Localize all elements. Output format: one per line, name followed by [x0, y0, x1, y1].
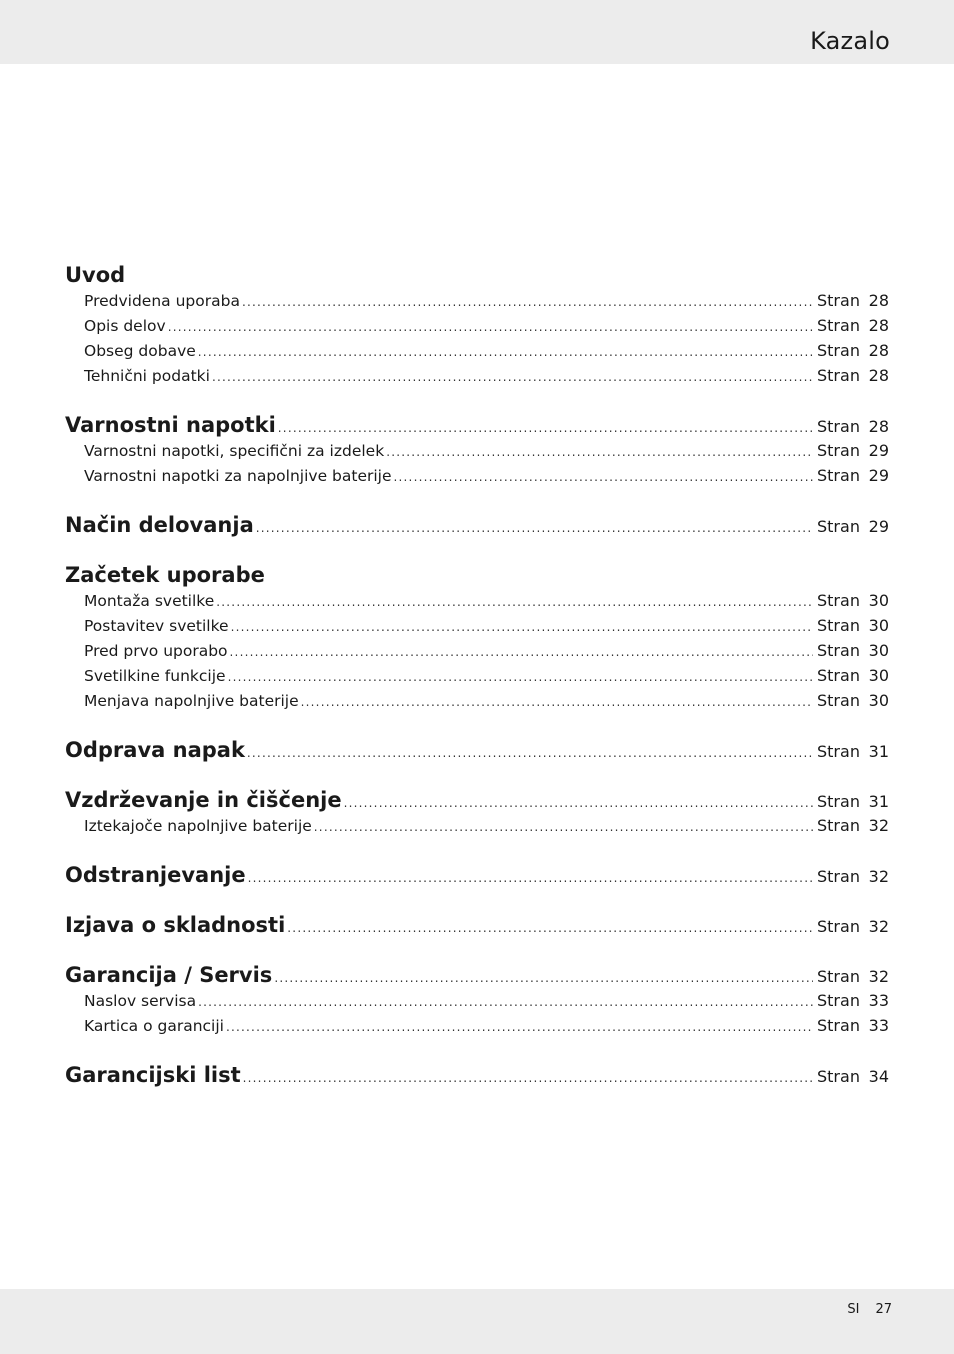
toc-section[interactable] [65, 562, 889, 588]
toc-subsection[interactable] [65, 363, 889, 388]
toc-page-number: 30 [868, 666, 889, 685]
toc-entry-label: Izjava o skladnosti [65, 913, 286, 937]
toc-section[interactable] [65, 787, 889, 813]
toc-page-ref [817, 414, 889, 440]
toc-leader-dots [226, 1015, 813, 1040]
toc-page-number: 33 [868, 991, 889, 1010]
toc-page-ref [817, 363, 889, 388]
toc-entry-label: Menjava napolnjive baterije [84, 692, 299, 710]
toc-subsection[interactable] [65, 638, 889, 663]
toc-subsection[interactable] [65, 688, 889, 713]
toc-page-number: 28 [868, 341, 889, 360]
toc-leader-dots [231, 615, 813, 640]
toc-page-ref [817, 338, 889, 363]
toc-leader-dots [228, 665, 813, 690]
toc-page-number: 30 [868, 616, 889, 635]
toc-page-word: Stran [817, 691, 860, 710]
toc-leader-dots [314, 815, 813, 840]
toc-page-ref [817, 688, 889, 713]
toc-leader-dots [168, 315, 813, 340]
toc-subsection[interactable] [65, 663, 889, 688]
toc-leader-dots [248, 865, 813, 891]
toc-page-ref [817, 789, 889, 815]
toc-page-number: 29 [868, 441, 889, 460]
toc-page-word: Stran [817, 417, 860, 436]
toc-page-ref [817, 1013, 889, 1038]
toc-page-number: 32 [868, 867, 889, 886]
toc-page-number: 32 [868, 917, 889, 936]
toc-page-number: 34 [868, 1067, 889, 1086]
toc-page-word: Stran [817, 917, 860, 936]
toc-page-word: Stran [817, 366, 860, 385]
page-title: Kazalo [810, 27, 890, 55]
toc-leader-dots [256, 515, 813, 541]
toc-page-word: Stran [817, 991, 860, 1010]
toc-section[interactable] [65, 1062, 889, 1088]
toc-section[interactable] [65, 262, 889, 288]
toc-page-ref [817, 1064, 889, 1090]
toc-page-word: Stran [817, 967, 860, 986]
toc-section[interactable] [65, 512, 889, 538]
footer-page-number: 27 [875, 1302, 892, 1317]
toc-page-number: 28 [868, 291, 889, 310]
toc-page-number: 31 [868, 792, 889, 811]
toc-entry-label: Iztekajoče napolnjive baterije [84, 817, 312, 835]
toc-page-word: Stran [817, 666, 860, 685]
toc-section[interactable] [65, 737, 889, 763]
toc-leader-dots [198, 990, 813, 1015]
toc-section[interactable] [65, 862, 889, 888]
toc-leader-dots [242, 290, 813, 315]
toc-page-word: Stran [817, 742, 860, 761]
toc-page-ref [817, 288, 889, 313]
toc-entry-label: Odstranjevanje [65, 863, 246, 887]
toc-page-word: Stran [817, 341, 860, 360]
toc-page-word: Stran [817, 641, 860, 660]
toc-section[interactable] [65, 412, 889, 438]
toc-entry-label: Garancijski list [65, 1063, 241, 1087]
footer-language: SI [847, 1302, 860, 1317]
toc-entry-label: Začetek uporabe [65, 563, 265, 587]
toc-leader-dots [243, 1065, 813, 1091]
toc-page-number: 29 [868, 466, 889, 485]
toc-entry-label: Obseg dobave [84, 342, 196, 360]
toc-leader-dots [230, 640, 813, 665]
toc-leader-dots [212, 365, 813, 390]
toc-page-number: 31 [868, 742, 889, 761]
toc-entry-label: Vzdrževanje in čiščenje [65, 788, 342, 812]
toc-page-number: 32 [868, 967, 889, 986]
toc-page-word: Stran [817, 517, 860, 536]
toc-page-word: Stran [817, 616, 860, 635]
toc-section[interactable] [65, 962, 889, 988]
toc-page-word: Stran [817, 441, 860, 460]
toc-subsection[interactable] [65, 1013, 889, 1038]
toc-entry-label: Način delovanja [65, 513, 254, 537]
toc-subsection[interactable] [65, 438, 889, 463]
toc-entry-label: Varnostni napotki [65, 413, 276, 437]
toc-page-ref [817, 463, 889, 488]
toc-entry-label: Kartica o garanciji [84, 1017, 224, 1035]
toc-page-word: Stran [817, 291, 860, 310]
toc-page-word: Stran [817, 591, 860, 610]
toc-subsection[interactable] [65, 588, 889, 613]
toc-subsection[interactable] [65, 463, 889, 488]
toc-page-number: 29 [868, 517, 889, 536]
toc-entry-label: Postavitev svetilke [84, 617, 229, 635]
toc-page-ref [817, 514, 889, 540]
toc-section[interactable] [65, 912, 889, 938]
toc-page-ref [817, 914, 889, 940]
toc-page-word: Stran [817, 867, 860, 886]
toc-page-word: Stran [817, 1067, 860, 1086]
toc-subsection[interactable] [65, 988, 889, 1013]
toc-entry-label: Pred prvo uporabo [84, 642, 228, 660]
toc-entry-label: Naslov servisa [84, 992, 197, 1010]
toc-page-ref [817, 964, 889, 990]
toc-page-number: 30 [868, 691, 889, 710]
toc-leader-dots [216, 590, 813, 615]
toc-entry-label: Odprava napak [65, 738, 245, 762]
toc-page-ref [817, 613, 889, 638]
toc-page-ref [817, 813, 889, 838]
toc-page-word: Stran [817, 1016, 860, 1035]
toc-page-ref [817, 864, 889, 890]
toc-entry-label: Uvod [65, 263, 126, 287]
toc-leader-dots [344, 790, 813, 816]
toc-page-ref [817, 313, 889, 338]
toc-leader-dots [278, 415, 813, 441]
toc-leader-dots [386, 440, 813, 465]
toc-page-word: Stran [817, 792, 860, 811]
toc-subsection[interactable] [65, 313, 889, 338]
table-of-contents [65, 262, 889, 1088]
toc-entry-label: Varnostni napotki, specifični za izdelek [84, 442, 385, 460]
toc-page-ref [817, 638, 889, 663]
toc-page-ref [817, 663, 889, 688]
toc-leader-dots [198, 340, 813, 365]
footer [847, 1302, 892, 1317]
toc-page-number: 28 [868, 316, 889, 335]
toc-leader-dots [247, 740, 813, 766]
toc-page-ref [817, 438, 889, 463]
toc-subsection[interactable] [65, 288, 889, 313]
toc-entry-label: Svetilkine funkcije [84, 667, 226, 685]
toc-page-number: 32 [868, 816, 889, 835]
toc-leader-dots [394, 465, 813, 490]
toc-page-word: Stran [817, 816, 860, 835]
toc-page-ref [817, 988, 889, 1013]
toc-page-number: 28 [868, 366, 889, 385]
toc-page-number: 28 [868, 417, 889, 436]
toc-page-word: Stran [817, 466, 860, 485]
toc-page-ref [817, 739, 889, 765]
toc-entry-label: Montaža svetilke [84, 592, 215, 610]
toc-subsection[interactable] [65, 338, 889, 363]
toc-subsection[interactable] [65, 813, 889, 838]
toc-leader-dots [287, 915, 813, 941]
toc-page-number: 30 [868, 641, 889, 660]
toc-leader-dots [301, 690, 813, 715]
toc-leader-dots [274, 965, 813, 991]
toc-entry-label: Tehnični podatki [84, 367, 210, 385]
footer-bar [0, 1289, 954, 1354]
toc-subsection[interactable] [65, 613, 889, 638]
toc-entry-label: Varnostni napotki za napolnjive baterije [84, 467, 392, 485]
toc-page-number: 30 [868, 591, 889, 610]
toc-entry-label: Garancija / Servis [65, 963, 273, 987]
toc-page-ref [817, 588, 889, 613]
toc-page-word: Stran [817, 316, 860, 335]
toc-entry-label: Predvidena uporaba [84, 292, 240, 310]
toc-entry-label: Opis delov [84, 317, 166, 335]
toc-page-number: 33 [868, 1016, 889, 1035]
